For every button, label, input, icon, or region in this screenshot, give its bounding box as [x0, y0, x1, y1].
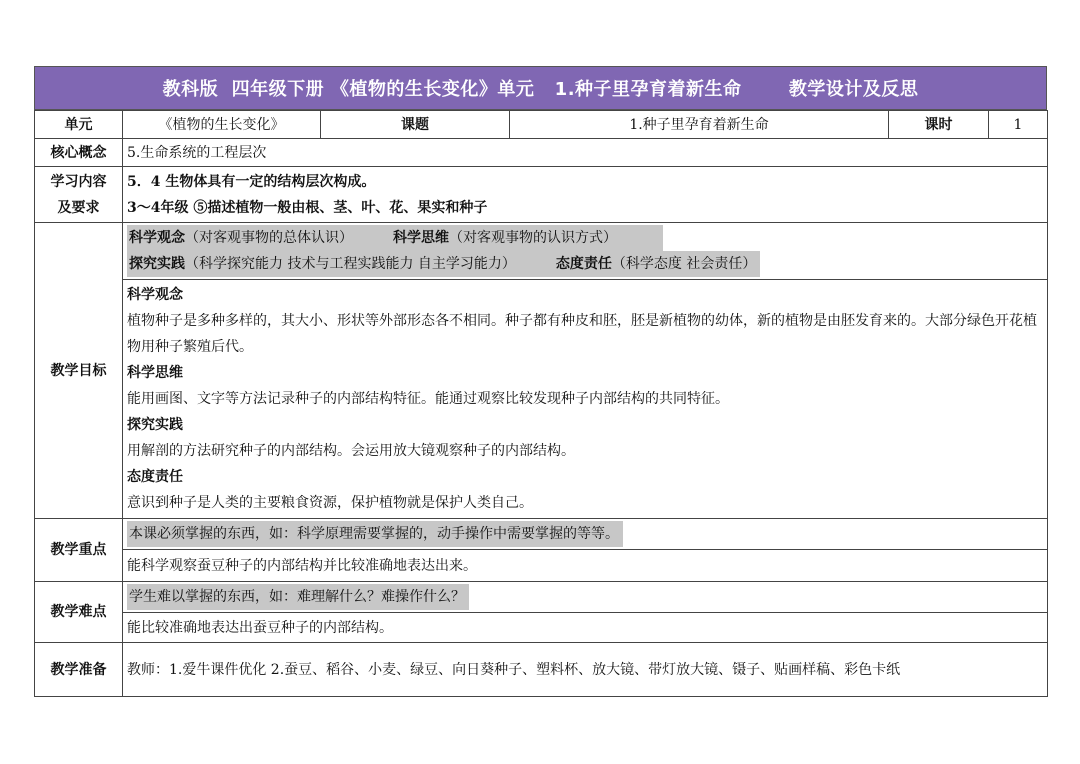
- goals-body-cell: [123, 280, 1048, 519]
- hint-inquiry-desc: （科学探究能力 技术与工程实践能力 自主学习能力）: [185, 256, 516, 272]
- goal-science-thinking-text: 能用画图、文字等方法记录种子的内部结构特征。能通过观察比较发现种子内部结构的共同特征。: [127, 391, 729, 407]
- period-value: 1: [989, 111, 1048, 139]
- row-key-point-text: [35, 550, 1048, 582]
- key-point-hint: 本课必须掌握的东西，如：科学原理需要掌握的，动手操作中需要掌握的等等。: [127, 521, 623, 547]
- key-point-label: 教学重点: [35, 519, 123, 582]
- lesson-plan-sheet: [34, 66, 1047, 697]
- row-key-point-hint: [35, 519, 1048, 550]
- learning-content-label-line1: 学习内容: [50, 173, 107, 190]
- row-learning-content: [35, 167, 1048, 223]
- period-label: 课时: [889, 111, 989, 139]
- teaching-goals-label: 教学目标: [35, 223, 123, 519]
- row-core-concept: [35, 139, 1048, 167]
- row-goals-hint: [35, 223, 1048, 280]
- goal-inquiry-title: 探究实践: [127, 417, 183, 433]
- hint-science-concept-desc: （对客观事物的总体认识）: [185, 230, 353, 246]
- row-goals-body: [35, 280, 1048, 519]
- key-point-hint-cell: [123, 519, 1048, 550]
- lesson-plan-table: [34, 110, 1048, 697]
- difficulty-label: 教学难点: [35, 582, 123, 643]
- goals-hint-line2: [127, 251, 760, 277]
- goals-hint-cell: [123, 223, 1048, 280]
- core-concept-label: 核心概念: [35, 139, 123, 167]
- hint-science-concept-title: 科学观念: [129, 230, 185, 246]
- row-unit: [35, 111, 1048, 139]
- unit-value: 《植物的生长变化》: [123, 111, 321, 139]
- goal-attitude-title: 态度责任: [127, 469, 183, 485]
- page-title: 教科版 四年级下册 《植物的生长变化》单元 1.种子里孕育着新生命 教学设计及反思: [34, 66, 1047, 110]
- row-difficulty-hint: [35, 582, 1048, 613]
- difficulty-text: 能比较准确地表达出蚕豆种子的内部结构。: [123, 613, 1048, 643]
- hint-attitude-title: 态度责任: [555, 256, 612, 272]
- hint-science-thinking-desc: （对客观事物的认识方式）: [449, 230, 617, 246]
- key-point-text: 能科学观察蚕豆种子的内部结构并比较准确地表达出来。: [123, 550, 1048, 582]
- preparation-label: 教学准备: [35, 643, 123, 697]
- learning-content-label-line2: 及要求: [57, 199, 100, 216]
- goal-science-thinking-title: 科学思维: [127, 365, 183, 381]
- core-concept-value: 5.生命系统的工程层次: [123, 139, 1048, 167]
- difficulty-hint: 学生难以掌握的东西，如：难理解什么？难操作什么？: [127, 584, 469, 610]
- hint-attitude-desc: （科学态度 社会责任）: [611, 256, 757, 272]
- row-difficulty-text: [35, 613, 1048, 643]
- unit-label: 单元: [35, 111, 123, 139]
- goal-attitude-text: 意识到种子是人类的主要粮食资源，保护植物就是保护人类自己。: [127, 495, 533, 511]
- lesson-label: 课题: [321, 111, 510, 139]
- hint-inquiry-title: 探究实践: [129, 256, 185, 272]
- goal-science-concept-title: 科学观念: [127, 287, 183, 303]
- learning-content-line2: 3～4年级 ⑤描述植物一般由根、茎、叶、花、果实和种子: [127, 199, 488, 216]
- learning-content-line1: 5．4 生物体具有一定的结构层次构成。: [127, 173, 376, 190]
- learning-content-label: [35, 167, 123, 223]
- goal-inquiry-text: 用解剖的方法研究种子的内部结构。会运用放大镜观察种子的内部结构。: [127, 443, 575, 459]
- goals-hint-line1: [127, 225, 663, 251]
- goal-science-concept-text: 植物种子是多种多样的，其大小、形状等外部形态各不相同。种子都有种皮和胚，胚是新植物的幼体，新的植物是由胚发育来的。大部分绿色开花植物用种子繁殖后代。: [127, 313, 1037, 355]
- preparation-text: 教师：1.爱牛课件优化 2.蚕豆、稻谷、小麦、绿豆、向日葵种子、塑料杯、放大镜、带灯放大镜、镊子、贴画样稿、彩色卡纸: [123, 643, 1048, 697]
- hint-science-thinking-title: 科学思维: [393, 230, 449, 246]
- learning-content-value: [123, 167, 1048, 223]
- lesson-value: 1.种子里孕育着新生命: [510, 111, 889, 139]
- row-preparation: [35, 643, 1048, 697]
- difficulty-hint-cell: [123, 582, 1048, 613]
